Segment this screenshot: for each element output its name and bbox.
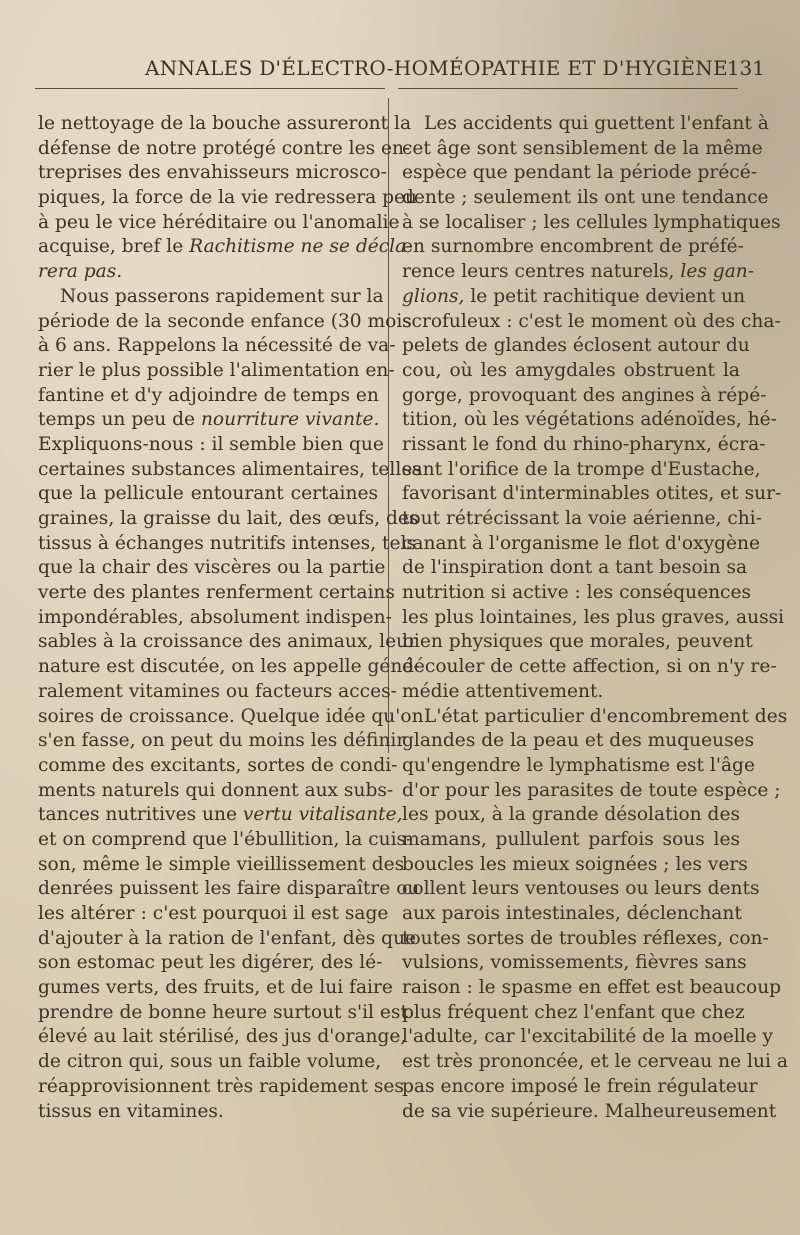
text-line (38, 655, 420, 680)
text-line (402, 927, 769, 952)
text-line (38, 408, 378, 433)
text-line (402, 951, 747, 976)
text-line (38, 334, 396, 359)
text-line (38, 877, 420, 902)
text-line (402, 779, 781, 804)
text-line (38, 433, 384, 458)
text-line (402, 902, 740, 927)
text-run: les plus lointaines, les plus graves, aussi (402, 606, 785, 628)
text-line (38, 235, 413, 260)
text-run: de citron qui, sous un faible volume, (38, 1051, 382, 1073)
text-run: à se localiser ; les cellules lymphatiques (402, 211, 781, 233)
text-line (402, 482, 782, 507)
text-line (402, 705, 788, 730)
text-run: prendre de bonne heure surtout s'il est (38, 1001, 408, 1023)
text-run: rier le plus possible l'alimentation en- (38, 359, 395, 381)
text-line (402, 1001, 745, 1026)
text-run: boucles les mieux soignées ; les vers (402, 853, 748, 875)
text-run: son, même le simple vieillissement des (38, 853, 405, 875)
text-run: scrofuleux : c'est le moment où des cha- (402, 310, 781, 332)
text-line (38, 630, 417, 655)
text-line (38, 902, 389, 927)
text-line (402, 754, 755, 779)
text-line (38, 1025, 407, 1050)
text-line (38, 186, 417, 211)
text-run: canant à l'organisme le flot d'oxygène (402, 532, 760, 554)
text-line (38, 359, 395, 384)
header-rule-right (398, 88, 738, 89)
text-run: rissant le fond du rhino-pharynx, écra- (402, 433, 766, 455)
text-line (402, 655, 777, 680)
text-run: tances nutritives une (38, 804, 243, 826)
text-run: raison : le spasme en effet est beaucoup (402, 977, 782, 999)
text-line (402, 1100, 777, 1125)
text-line (38, 606, 392, 631)
left-column (38, 112, 424, 1124)
text-line (38, 1100, 378, 1125)
text-run: sables à la croissance des animaux, leur (38, 631, 417, 653)
italic-run: nourriture vivante. (200, 409, 380, 431)
text-run: l'adulte, car l'excitabilité de la moelle y (402, 1026, 774, 1048)
text-run: bien physiques que morales, peuvent (402, 631, 753, 653)
italic-run: Rachitisme ne se décla- (189, 236, 413, 258)
text-line (402, 877, 760, 902)
text-run: est très prononcée, et le cerveau ne lui a (402, 1051, 788, 1073)
text-run: rence leurs centres naturels, (402, 261, 681, 283)
running-title: ANNALES D'ÉLECTRO-HOMÉOPATHIE ET D'HYGIÈNE (145, 56, 728, 80)
text-line (38, 310, 412, 335)
text-line (38, 927, 417, 952)
text-run: que la chair des viscères ou la partie (38, 557, 386, 579)
text-line (38, 260, 378, 285)
text-run: d'or pour les parasites de toute espèce ; (402, 779, 781, 801)
text-run: qu'engendre le lymphatisme est l'âge (402, 754, 755, 776)
text-run: de l'inspiration dont a tant besoin sa (402, 557, 748, 579)
text-run: tissus en vitamines. (38, 1100, 224, 1122)
text-run: tissus à échanges nutritifs intenses, tels (38, 532, 416, 554)
text-line (402, 285, 746, 310)
text-run: favorisant d'interminables otites, et sur- (402, 483, 782, 505)
text-line (38, 729, 406, 754)
text-line (38, 803, 403, 828)
text-line (402, 359, 740, 384)
text-run: réapprovisionnent très rapidement ses (38, 1075, 404, 1097)
text-line (402, 161, 757, 186)
text-line (38, 1075, 404, 1100)
text-run: son estomac peut les digérer, des lé- (38, 952, 383, 974)
text-run: gorge, provoquant des angines à répé- (402, 384, 767, 406)
text-run: à 6 ans. Rappelons la nécessité de va- (38, 335, 396, 357)
text-run: ralement vitamines ou facteurs acces- (38, 680, 397, 702)
text-run: temps un peu de (38, 409, 201, 431)
text-run: pas encore imposé le frein régulateur (402, 1075, 758, 1097)
text-line (402, 433, 766, 458)
text-line (38, 951, 383, 976)
text-run: s'en fasse, on peut du moins les définir (38, 730, 406, 752)
text-run: à peu le vice héréditaire ou l'anomalie (38, 211, 400, 233)
text-line (402, 137, 763, 162)
text-line (38, 161, 387, 186)
text-line (402, 112, 769, 137)
text-line (38, 458, 422, 483)
text-line (38, 705, 424, 730)
text-run: fantine et d'y adjoindre de temps en (38, 384, 379, 406)
text-line (402, 1075, 758, 1100)
text-run: défense de notre protégé contre les en- (38, 137, 411, 159)
text-run: piques, la force de la vie redressera peu (38, 187, 417, 209)
text-run: élevé au lait stérilisé, des jus d'orange, (38, 1026, 407, 1048)
text-run: ments naturels qui donnent aux subs- (38, 779, 394, 801)
text-run: dente ; seulement ils ont une tendance (402, 187, 769, 209)
italic-run: vertu vitalisante, (242, 804, 403, 826)
text-run: médie attentivement. (402, 680, 604, 702)
text-run: les altérer : c'est pourquoi il est sage (38, 903, 389, 924)
text-run: plus fréquent chez l'enfant que chez (402, 1001, 745, 1023)
text-line (402, 828, 740, 853)
text-run: nature est discutée, on les appelle géné- (38, 656, 420, 678)
text-line (38, 384, 378, 409)
text-line (38, 507, 419, 532)
text-run: acquise, bref le (38, 236, 190, 258)
text-line (38, 581, 395, 606)
text-line (402, 680, 740, 705)
text-line (38, 556, 386, 581)
text-run: mamans, pullulent parfois sous les (402, 828, 740, 850)
text-run: tout rétrécissant la voie aérienne, chi- (402, 508, 762, 529)
text-run: espèce que pendant la période précé- (402, 162, 757, 184)
text-line (38, 779, 394, 804)
text-run: vulsions, vomissements, fièvres sans (402, 952, 747, 974)
text-line (402, 408, 777, 433)
text-line (38, 1050, 382, 1075)
text-line (38, 853, 405, 878)
text-line (402, 581, 752, 606)
text-line (402, 458, 761, 483)
text-line (38, 112, 412, 137)
text-run: cou, où les amygdales obstruent la (402, 359, 740, 381)
text-run: impondérables, absolument indispen- (38, 606, 392, 628)
text-line (402, 532, 760, 557)
italic-run: les gan- (680, 261, 755, 283)
text-line (402, 976, 782, 1001)
text-run: période de la seconde enfance (30 mois (38, 310, 412, 332)
text-run: sant l'orifice de la trompe d'Eustache, (402, 458, 761, 480)
text-run: gumes verts, des fruits, et de lui faire (38, 977, 393, 999)
text-run: que la pellicule entourant certaines (38, 483, 378, 505)
text-run: découler de cette affection, si on n'y re- (402, 656, 777, 678)
text-run: comme des excitants, sortes de condi- (38, 754, 398, 776)
text-line (38, 1001, 408, 1026)
text-line (38, 285, 384, 310)
text-run: Expliquons-nous : il semble bien que (38, 433, 384, 455)
text-run: aux parois intestinales, déclenchant (402, 903, 742, 924)
text-run: collent leurs ventouses ou leurs dents (402, 878, 760, 900)
text-run: en surnombre encombrent de préfé- (402, 236, 744, 258)
text-line (402, 1025, 774, 1050)
text-run: d'ajouter à la ration de l'enfant, dès que (38, 927, 417, 949)
text-line (402, 606, 785, 631)
right-column (402, 112, 788, 1124)
text-run: verte des plantes renferment certains (38, 582, 395, 604)
text-line (38, 828, 413, 853)
text-line (402, 310, 781, 335)
text-line (38, 482, 378, 507)
text-run: nutrition si active : les conséquences (402, 582, 752, 604)
text-line (38, 532, 416, 557)
text-line (38, 680, 397, 705)
text-line (38, 754, 398, 779)
text-run: denrées puissent les faire disparaître ou (38, 878, 420, 900)
text-line (402, 803, 740, 828)
text-run: tition, où les végétations adénoïdes, hé- (402, 409, 777, 431)
page-number: 131 (726, 56, 765, 80)
text-line (402, 630, 753, 655)
text-line (402, 507, 762, 532)
running-head (145, 56, 765, 86)
text-run: cet âge sont sensiblement de la même (402, 137, 763, 159)
text-run: Les accidents qui guettent l'enfant à (424, 113, 769, 134)
text-line (402, 186, 769, 211)
text-run: pelets de glandes éclosent autour du (402, 335, 750, 357)
italic-run: glions, (402, 285, 465, 307)
text-line (402, 729, 755, 754)
text-line (402, 235, 744, 260)
text-line (402, 384, 767, 409)
text-run: et on comprend que l'ébullition, la cuis- (38, 828, 413, 850)
text-run: de sa vie supérieure. Malheureusement (402, 1100, 777, 1122)
text-run: glandes de la peau et des muqueuses (402, 730, 755, 752)
text-line (38, 137, 411, 162)
text-run: treprises des envahisseurs microsco- (38, 162, 387, 184)
text-run: soires de croissance. Quelque idée qu'on (38, 705, 424, 727)
header-rule-left (35, 88, 385, 89)
text-line (402, 853, 748, 878)
text-run: graines, la graisse du lait, des œufs, des (38, 508, 419, 529)
text-line (38, 976, 393, 1001)
text-run: le nettoyage de la bouche assureront la (38, 113, 412, 134)
text-line (402, 260, 755, 285)
italic-run: rera pas. (38, 261, 123, 283)
text-run: toutes sortes de troubles réflexes, con- (402, 927, 769, 949)
text-run: certaines substances alimentaires, telles (38, 458, 422, 480)
text-line (402, 556, 748, 581)
text-line (402, 334, 750, 359)
text-run: Nous passerons rapidement sur la (60, 285, 384, 307)
text-run: L'état particulier d'encombrement des (424, 705, 788, 727)
text-run: le petit rachitique devient un (464, 285, 746, 307)
text-line (402, 211, 781, 236)
text-run: les poux, à la grande désolation des (402, 804, 741, 826)
text-line (38, 211, 400, 236)
text-line (402, 1050, 788, 1075)
